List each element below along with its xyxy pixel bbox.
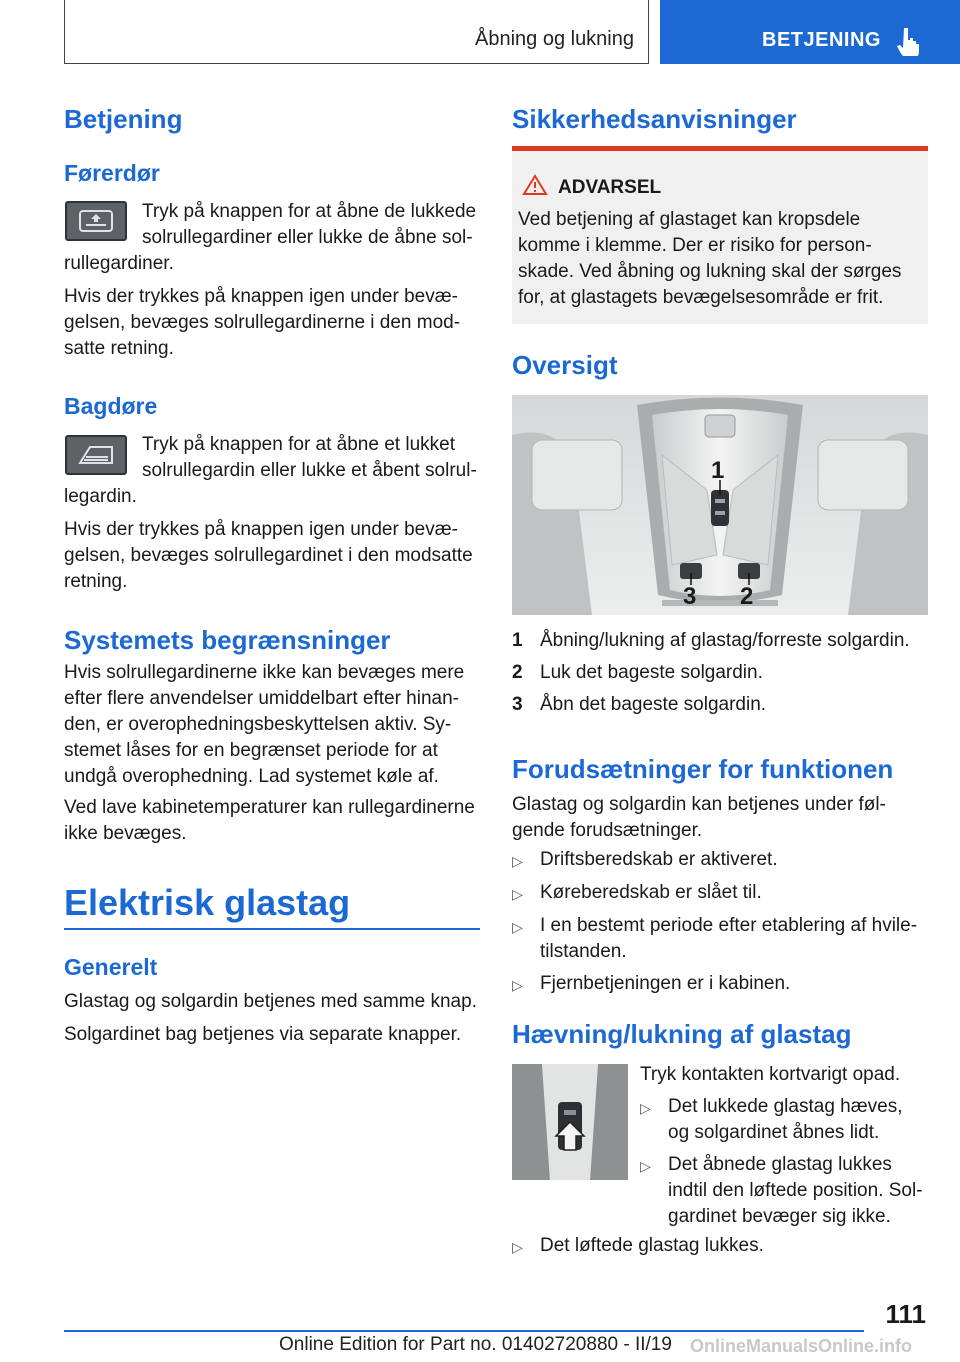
begraensninger-text-line: stemet låses for en begrænset periode for at xyxy=(64,740,438,761)
triangle-bullet-icon: ▷ xyxy=(512,919,523,935)
bagdore-text-line: Tryk på knappen for at åbne et lukket xyxy=(142,434,455,455)
begraensninger-text-line: den, er overophedningsbeskyttelsen aktiv. Sy- xyxy=(64,714,452,735)
bagdore-text-line: legardin. xyxy=(64,486,137,507)
begraensninger-text-line: ikke bevæges. xyxy=(64,823,187,844)
forerdor-text-line: Tryk på knappen for at åbne de lukkede xyxy=(142,201,477,222)
warning-text-line: komme i klemme. Der er risiko for person- xyxy=(518,235,872,256)
image-callout: 1 xyxy=(711,457,725,484)
forerdor-text-line: rullegardiner. xyxy=(64,253,174,274)
legend-item: 3 Åbn det bageste solgardin. xyxy=(512,694,767,715)
triangle-bullet-icon: ▷ xyxy=(640,1158,651,1174)
warning-text-line: Ved betjening af glastaget kan kropsdele xyxy=(518,209,861,230)
triangle-bullet-icon: ▷ xyxy=(512,853,523,869)
begraensninger-text-line: Ved lave kabinetemperaturer kan rullegardinerne xyxy=(64,797,475,818)
haevning-intro: Tryk kontakten kortvarigt opad. xyxy=(640,1064,901,1085)
bagdore-text-line: solrullegardin eller lukke et åbent solrul- xyxy=(142,460,477,481)
begraensninger-heading: Systemets begrænsninger xyxy=(64,625,391,655)
forerdor-text-line: satte retning. xyxy=(64,338,174,359)
footer-rule xyxy=(64,1330,864,1332)
image-callout: 2 xyxy=(740,583,754,610)
triangle-bullet-icon: ▷ xyxy=(512,886,523,902)
list-item: ▷ I en bestemt periode efter etablering af hvile- tilstanden. xyxy=(512,913,928,965)
generelt-text: Solgardinet bag betjenes via separate knapper. xyxy=(64,1024,462,1045)
generelt-heading: Generelt xyxy=(64,954,158,980)
forudsaetninger-intro-line: Glastag og solgardin kan betjenes under føl- xyxy=(512,794,886,815)
list-item: ▷ Køreberedskab er slået til. xyxy=(512,880,928,907)
list-item: ▷ Driftsberedskab er aktiveret. xyxy=(512,847,928,874)
header-chapter-title: BETJENING xyxy=(762,29,881,51)
begraensninger-text-line: efter flere anvendelser umiddelbart efter hinan- xyxy=(64,688,460,709)
haevning-list xyxy=(640,1094,930,1230)
warning-label: ADVARSEL xyxy=(558,177,662,198)
glastag-heading-rule xyxy=(64,928,480,930)
sikkerhed-heading: Sikkerhedsanvisninger xyxy=(512,104,797,134)
forudsaetninger-heading: Forudsætninger for funktionen xyxy=(512,754,894,784)
generelt-text: Glastag og solgardin betjenes med samme knap. xyxy=(64,991,477,1012)
warning-text-line: for, at glastagets bevægelsesområde er frit. xyxy=(518,287,884,308)
triangle-bullet-icon: ▷ xyxy=(512,977,523,993)
bagdore-text-line: Hvis der trykkes på knappen igen under bevæ- xyxy=(64,519,458,540)
list-item: ▷ Fjernbetjeningen er i kabinen. xyxy=(512,971,928,998)
list-item: ▷ Det løftede glastag lukkes. xyxy=(512,1233,928,1260)
warning-triangle-icon xyxy=(522,174,548,196)
legend-item: 2 Luk det bageste solgardin. xyxy=(512,662,763,683)
legend-list xyxy=(512,628,928,724)
header-section-tab xyxy=(64,0,649,64)
glastag-heading: Elektrisk glastag xyxy=(64,882,351,923)
overview-image xyxy=(512,395,928,615)
warning-text-line: skade. Ved åbning og lukning skal der sørges xyxy=(518,261,902,282)
forerdor-heading: Førerdør xyxy=(64,160,160,186)
legend-item: 1 Åbning/lukning af glastag/forreste solgardin. xyxy=(512,630,910,651)
roof-switch-image xyxy=(512,1064,628,1180)
page-number: 111 xyxy=(885,1299,926,1329)
list-item: ▷ Det lukkede glastag hæves, og solgardinet åbnes lidt. xyxy=(640,1094,930,1146)
bagdore-text-line: retning. xyxy=(64,571,128,592)
begraensninger-text-line: Hvis solrullegardinerne ikke kan bevæges mere xyxy=(64,662,465,683)
list-item: ▷ Det åbnede glastag lukkes indtil den løftede position. Sol- gardinet bevæger sig ikke. xyxy=(640,1152,930,1230)
triangle-bullet-icon: ▷ xyxy=(640,1100,651,1116)
oversigt-heading: Oversigt xyxy=(512,350,618,380)
forudsaetninger-list xyxy=(512,847,928,998)
forerdor-text-line: Hvis der trykkes på knappen igen under bevæ- xyxy=(64,286,458,307)
image-callout: 3 xyxy=(683,583,697,610)
haevning-heading: Hævning/lukning af glastag xyxy=(512,1019,852,1049)
begraensninger-text-line: undgå overophedning. Lad systemet køle af. xyxy=(64,766,439,787)
triangle-bullet-icon: ▷ xyxy=(512,1239,523,1255)
footer-edition: Online Edition for Part no. 01402720880 - II/19 xyxy=(279,1334,672,1355)
bagdore-text-line: gelsen, bevæges solrullegardinet i den modsatte xyxy=(64,545,473,566)
forerdor-text-line: solrullegardiner eller lukke de åbne sol- xyxy=(142,227,473,248)
forudsaetninger-intro-line: gende forudsætninger. xyxy=(512,820,703,841)
bagdore-heading: Bagdøre xyxy=(64,393,158,419)
footer-watermark: OnlineManualsOnline.info xyxy=(690,1336,913,1356)
warning-box xyxy=(512,146,928,324)
header-section-title: Åbning og lukning xyxy=(474,28,634,50)
rear-sunshade-button-icon xyxy=(65,435,127,475)
pointing-hand-icon xyxy=(896,26,922,56)
forerdor-text-line: gelsen, bevæges solrullegardinerne i den mod- xyxy=(64,312,461,333)
betjening-heading: Betjening xyxy=(64,104,183,134)
sunshade-button-icon xyxy=(65,201,127,241)
header-chapter-tab xyxy=(660,0,960,64)
